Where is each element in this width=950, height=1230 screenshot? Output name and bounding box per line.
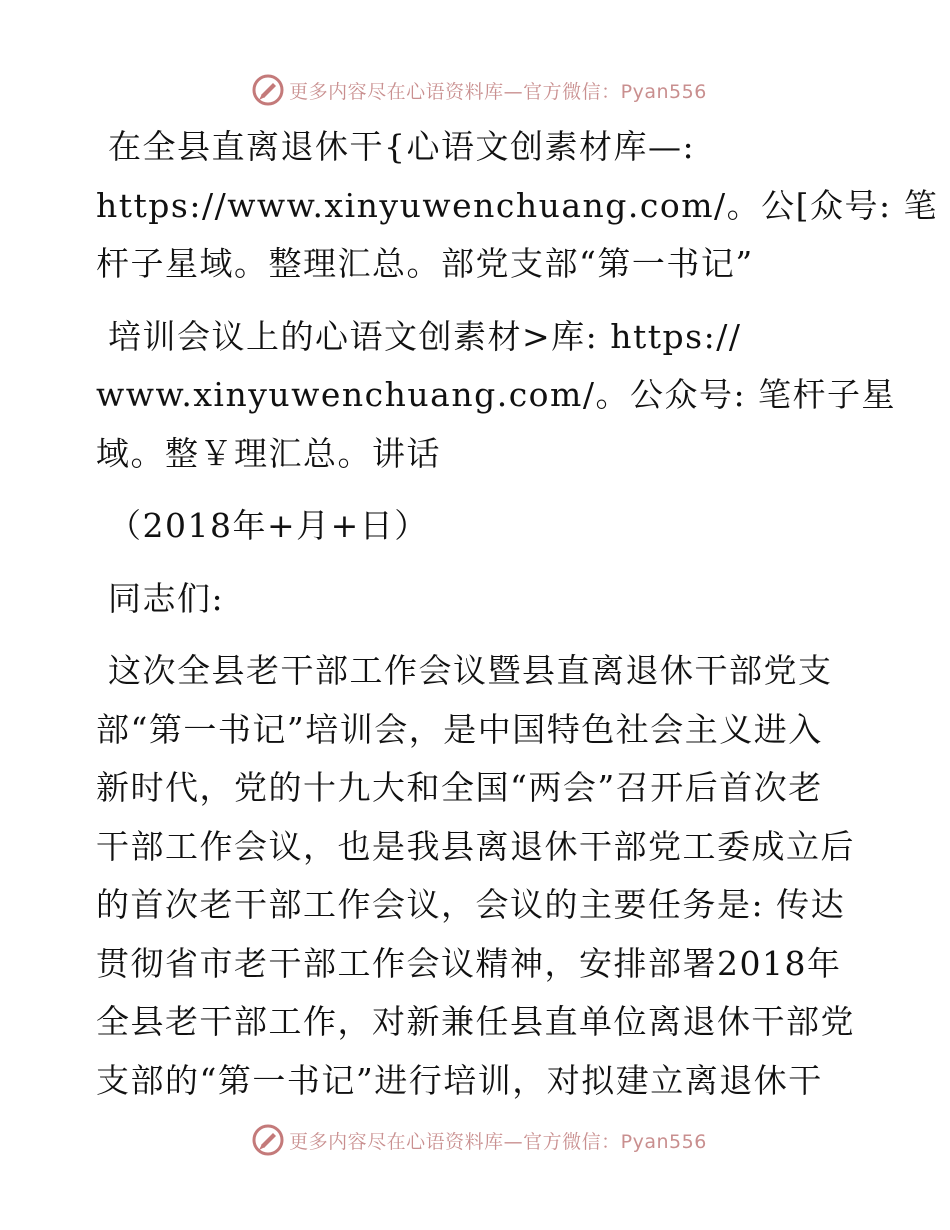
title-line: 在全县直离退休干{心语文创素材库—: [108, 127, 696, 166]
watermark-text: 更多内容尽在心语资料库—官方微信：Pyan556 [289, 1130, 707, 1153]
header-watermark [0, 70, 950, 110]
document-body [96, 118, 939, 1110]
brand-logo-icon [251, 73, 285, 107]
body-line: 支部的“第一书记”进行培训，对拟建立离退休干 [96, 1060, 823, 1100]
footer-watermark [0, 1120, 950, 1160]
body-line: 的首次老干部工作会议，会议的主要任务是: 传达 [96, 885, 846, 924]
subtitle-line: www.xinyuwenchuang.com/。公众号: 笔杆子星 [96, 375, 897, 414]
subtitle-line: 培训会议上的心语文创素材>库: https:// [108, 316, 742, 356]
subtitle-line: 域。整￥理汇总。讲话 [96, 433, 441, 473]
body-line: 全县老干部工作，对新兼任县直单位离退休干部党 [96, 1002, 855, 1041]
body-line: 干部工作会议，也是我县离退休干部党工委成立后 [96, 826, 855, 866]
body-line: 贯彻省市老干部工作会议精神，安排部署2018年 [96, 943, 842, 983]
title-line: https://www.xinyuwenchuang.com/。公[众号: 笔 [96, 185, 939, 225]
body-line: 新时代，党的十九大和全国“两会”召开后首次老 [96, 768, 823, 807]
brand-logo-icon [251, 1123, 285, 1157]
body-line: 这次全县老干部工作会议暨县直离退休干部党支 [108, 651, 833, 690]
watermark-text: 更多内容尽在心语资料库—官方微信：Pyan556 [289, 80, 707, 103]
body-line: 部“第一书记”培训会，是中国特色社会主义进入 [96, 709, 823, 749]
salutation: 同志们: [108, 578, 225, 618]
date-line: （2018年+月+日） [108, 506, 429, 545]
title-line: 杆子星域。整理汇总。部党支部“第一书记” [96, 244, 754, 283]
